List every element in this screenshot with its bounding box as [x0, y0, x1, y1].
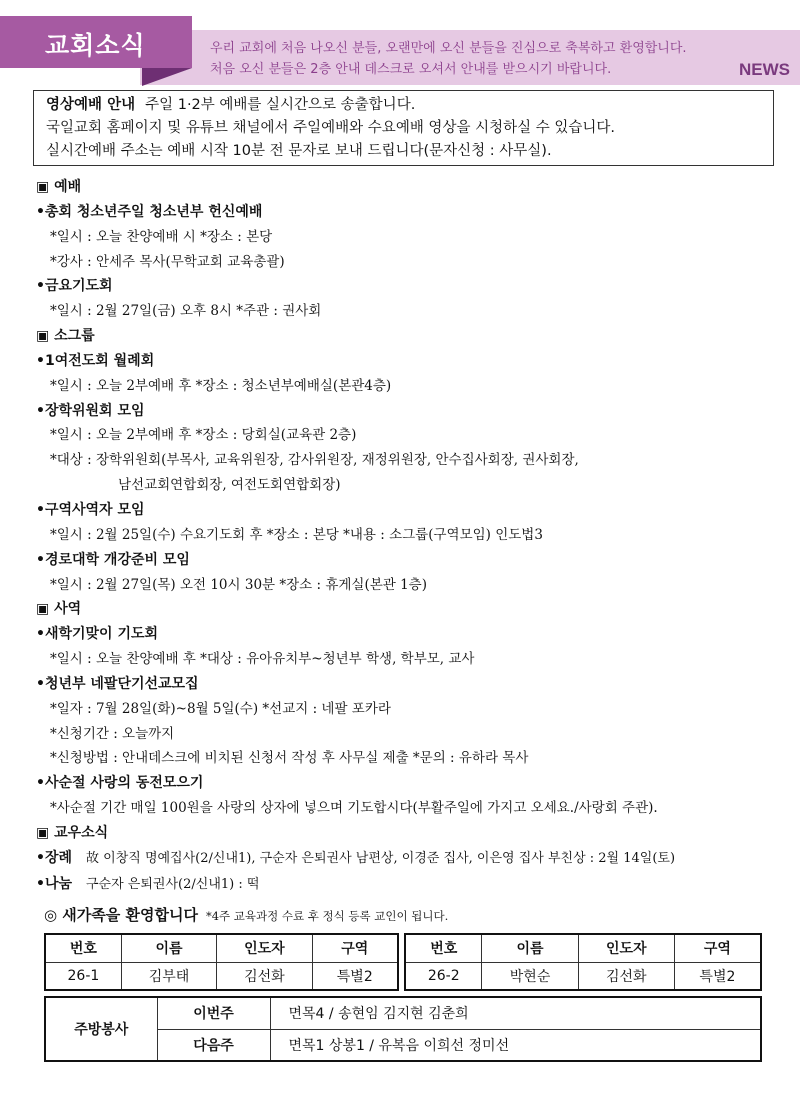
header-cell: 이름 [121, 934, 216, 962]
news-item-detail: *일시 : 오늘 2부예배 후 *장소 : 청소년부예배실(본관4층) [50, 377, 392, 394]
cell: 26-2 [405, 962, 482, 990]
notice-text: 주일 1·2부 예배를 실시간으로 송출합니다. [145, 97, 416, 113]
section-heading: ▣ 교우소식 [36, 824, 109, 841]
welcome-note: *4주 교육과정 수료 후 정식 등록 교인이 됩니다. [205, 909, 449, 923]
news-item-detail: *일시 : 오늘 찬양예배 시 *장소 : 본당 [50, 228, 273, 245]
kitchen-assignment: 면목1 상봉1 / 유복음 이희선 정미선 [270, 1029, 761, 1061]
news-item-title: •장학위원회 모임 [36, 402, 145, 419]
header-cell: 구역 [674, 934, 761, 962]
section-heading: ▣ 사역 [36, 601, 82, 618]
table-row [45, 997, 761, 1029]
newcomer-table [44, 933, 399, 991]
newcomer-table [404, 933, 762, 991]
table-row [405, 962, 761, 990]
news-item-inline [36, 846, 796, 872]
table-row [45, 962, 398, 990]
news-item-detail: *신청방법 : 안내데스크에 비치된 신청서 작성 후 사무실 제출 *문의 : 유하라 목사 [50, 750, 529, 767]
news-item-detail: *일시 : 2월 25일(수) 수요기도회 후 *장소 : 본당 *내용 : 소그룹(구역모임) 인도법3 [50, 526, 543, 543]
news-item-detail: 故 이창직 명예집사(2/신내1), 구순자 은퇴권사 남편상, 이경준 집사, 이은영 집사 부친상 : 2월 14일(토) [86, 850, 676, 866]
header-cell: 구역 [312, 934, 398, 962]
news-item-detail: *사순절 기간 매일 100원을 사랑의 상자에 넣으며 기도합시다(부활주일에 가지고 오세요./사랑회 주관). [50, 800, 658, 817]
news-item-detail: *일시 : 2월 27일(목) 오전 10시 30분 *장소 : 휴게실(본관 1층) [50, 576, 427, 593]
news-item-title: •금요기도회 [36, 278, 113, 295]
news-item-detail: *일시 : 2월 27일(금) 오후 8시 *주관 : 권사회 [50, 303, 322, 320]
news-item-detail: *일시 : 오늘 찬양예배 후 *대상 : 유아유치부~청년부 학생, 학부모, 교사 [50, 651, 475, 668]
news-badge: NEWS [739, 60, 790, 79]
news-body [36, 175, 796, 897]
cell: 특별2 [674, 962, 761, 990]
news-item-detail: *신청기간 : 오늘까지 [50, 725, 175, 742]
header-tab-fold [142, 68, 192, 86]
kitchen-assignment: 면목4 / 송현임 김지현 김춘희 [270, 997, 761, 1029]
news-item-detail: *대상 : 장학위원회(부목사, 교육위원장, 감사위원장, 재정위원장, 안수집사회장, 권사회장, [50, 452, 579, 469]
header-cell: 인도자 [217, 934, 312, 962]
header-cell: 이름 [482, 934, 578, 962]
notice-text: 실시간예배 주소는 예배 시작 10분 전 문자로 보내 드립니다(문자신청 : 사무실). [46, 143, 552, 159]
week-label: 다음주 [157, 1029, 270, 1061]
news-item-detail: *강사 : 안세주 목사(무학교회 교육총괄) [50, 253, 285, 270]
news-item-detail: 남선교회연합회장, 여전도회연합회장) [118, 477, 341, 494]
welcome-line: 우리 교회에 처음 나오신 분들, 오랜만에 오신 분들을 진심으로 축복하고 환영합니다. [210, 41, 687, 56]
news-item-title: •구역사역자 모임 [36, 501, 145, 518]
cell: 특별2 [312, 962, 398, 990]
header-cell: 번호 [45, 934, 121, 962]
kitchen-service-table [44, 996, 762, 1062]
header-cell: 인도자 [578, 934, 674, 962]
kitchen-label: 주방봉사 [45, 997, 157, 1061]
welcome-message [210, 38, 687, 80]
notice-label: 영상예배 안내 [46, 97, 136, 113]
news-item-detail: 구순자 은퇴권사(2/신내1) : 떡 [86, 876, 260, 892]
news-item-title: •나눔 [36, 875, 72, 892]
cell: 김선화 [217, 962, 312, 990]
header-cell: 번호 [405, 934, 482, 962]
cell: 박현순 [482, 962, 578, 990]
welcome-heading [44, 904, 448, 925]
news-item-title: •총회 청소년주일 청소년부 헌신예배 [36, 203, 263, 220]
video-worship-notice [33, 90, 774, 166]
news-item-detail: *일시 : 오늘 2부예배 후 *장소 : 당회실(교육관 2층) [50, 427, 357, 444]
section-heading: ▣ 소그룹 [36, 328, 95, 345]
cell: 김선화 [578, 962, 674, 990]
news-item-title: •새학기맞이 기도회 [36, 626, 159, 643]
news-item-title: •1여전도회 월례회 [36, 352, 155, 369]
news-item-title: •청년부 네팔단기선교모집 [36, 675, 199, 692]
page-title: 교회소식 [45, 31, 146, 60]
news-item-title: •경로대학 개강준비 모임 [36, 551, 190, 568]
welcome-title: ◎ 새가족을 환영합니다 [44, 906, 198, 924]
cell: 26-1 [45, 962, 121, 990]
news-item-inline [36, 872, 796, 898]
notice-text: 국일교회 홈페이지 및 유튜브 채널에서 주일예배와 수요예배 영상을 시청하실 수 있습니다. [46, 120, 615, 136]
news-item-detail: *일자 : 7월 28일(화)~8월 5일(수) *선교지 : 네팔 포카라 [50, 700, 391, 717]
welcome-line: 처음 오신 분들은 2층 안내 데스크로 오셔서 안내를 받으시기 바랍니다. [210, 62, 612, 77]
news-item-title: •사순절 사랑의 동전모으기 [36, 775, 204, 792]
cell: 김부태 [121, 962, 216, 990]
section-heading: ▣ 예배 [36, 179, 82, 195]
week-label: 이번주 [157, 997, 270, 1029]
news-item-title: •장례 [36, 849, 72, 866]
